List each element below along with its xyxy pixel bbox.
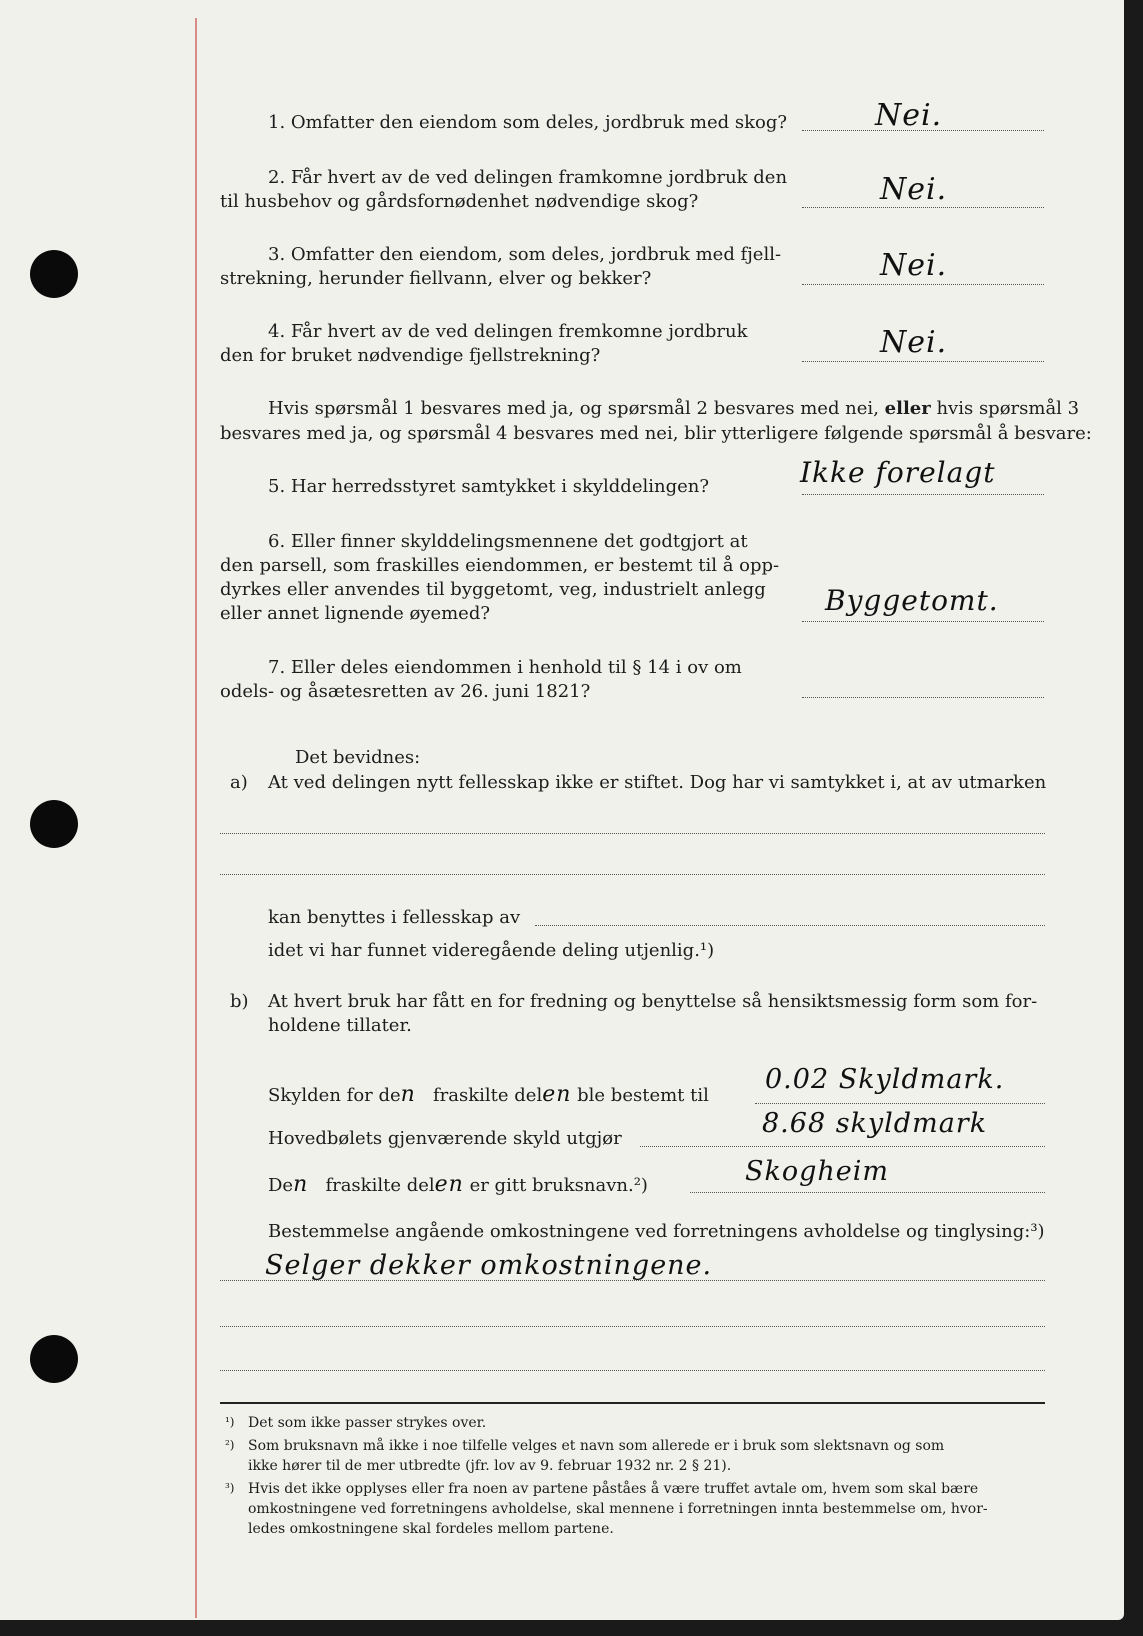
footnote-2-line1: Som bruksnavn må ikke i noe tilfelle velges et navn som allerede er i bruk som slektsnavn og som <box>248 1438 945 1454</box>
attest-a-shared: kan benyttes i fellesskap av <box>268 907 521 928</box>
footnote-3-num: ³) <box>225 1481 235 1495</box>
cost-label: Bestemmelse angående omkostningene ved forretningens avholdelse og tinglysing:³) <box>268 1221 1045 1242</box>
footnote-3-line1: Hvis det ikke opplyses eller fra noen av partene påståes å være truffet avtale om, hvem som skal bære <box>248 1481 979 1497</box>
punch-hole-bottom <box>30 1335 78 1383</box>
answer-6-handwritten: Byggetomt. <box>825 584 999 617</box>
skyld-line-1 <box>268 1083 709 1108</box>
question-1: 1. Omfatter den eiendom som deles, jordbruk med skog? <box>268 112 787 133</box>
intro-bold-eller: eller <box>884 398 931 419</box>
answer-line-2[interactable] <box>802 207 1044 208</box>
question-6-line4: eller annet lignende øyemed? <box>220 603 490 624</box>
attest-a-reason: idet vi har funnet videregående deling utjenlig.¹) <box>268 940 715 961</box>
cost-answer-line-3[interactable] <box>220 1370 1045 1371</box>
punch-hole-top <box>30 250 78 298</box>
answer-5-handwritten: Ikke forelagt <box>800 456 996 489</box>
attest-heading: Det bevidnes: <box>295 747 421 768</box>
attest-b-label: b) <box>230 991 249 1012</box>
intro-text-b: hvis spørsmål 3 <box>936 398 1080 419</box>
attest-a-shared-line[interactable] <box>535 925 1045 926</box>
skyld-answer-3-handwritten: Skogheim <box>745 1156 890 1187</box>
intro-text-a: Hvis spørsmål 1 besvares med ja, og spørsmål 2 besvares med nei, <box>268 398 879 419</box>
question-6-line2: den parsell, som fraskilles eiendommen, er bestemt til å opp- <box>220 555 780 576</box>
question-2-line2: til husbehov og gårdsfornødenhet nødvendige skog? <box>220 191 699 212</box>
footnote-2-num: ²) <box>225 1438 235 1452</box>
question-6-line1: 6. Eller finner skylddelingsmennene det godtgjort at <box>268 531 748 552</box>
skyld3-hw-en: en <box>434 1172 464 1197</box>
answer-1-handwritten: Nei. <box>875 98 943 133</box>
skyld-hw-en: en <box>542 1082 572 1107</box>
skyld-answer-line-2[interactable] <box>640 1146 1045 1147</box>
question-4-line1: 4. Får hvert av de ved delingen fremkomne jordbruk <box>268 321 748 342</box>
footnote-2-line2: ikke hører til de mer utbredte (jfr. lov av 9. februar 1932 nr. 2 § 21). <box>248 1458 732 1474</box>
attest-b-line2: holdene tillater. <box>268 1015 412 1036</box>
cost-answer-line-1[interactable] <box>220 1280 1045 1281</box>
skyld-answer-line-1[interactable] <box>755 1103 1045 1104</box>
cost-answer-line-2[interactable] <box>220 1326 1045 1327</box>
attest-a-blank-line-2[interactable] <box>220 874 1045 875</box>
punch-hole-middle <box>30 800 78 848</box>
skyld3-text-c: er gitt bruksnavn.²) <box>469 1175 648 1196</box>
skyld3-text-a: De <box>268 1175 294 1196</box>
question-7-line2: odels- og åsætesretten av 26. juni 1821? <box>220 681 591 702</box>
skyld-text-a: Skylden for de <box>268 1085 401 1106</box>
attest-a-blank-line-1[interactable] <box>220 833 1045 834</box>
skyld-text-b: fraskilte del <box>433 1085 543 1106</box>
answer-line-7[interactable] <box>802 697 1044 698</box>
conditional-intro-line2: besvares med ja, og spørsmål 4 besvares med nei, blir ytterligere følgende spørsmål å besvare: <box>220 423 1092 444</box>
attest-a-text: At ved delingen nytt fellesskap ikke er stiftet. Dog har vi samtykket i, at av utmarken <box>268 772 1047 793</box>
answer-line-6[interactable] <box>802 621 1044 622</box>
skyld-text-c: ble bestemt til <box>577 1085 709 1106</box>
question-6-line3: dyrkes eller anvendes til byggetomt, veg, industrielt anlegg <box>220 579 766 600</box>
skyld-answer-line-3[interactable] <box>690 1192 1045 1193</box>
answer-line-5[interactable] <box>802 494 1044 495</box>
answer-2-handwritten: Nei. <box>880 172 948 207</box>
skyld3-hw-n: n <box>293 1172 309 1197</box>
skyld3-text-b: fraskilte del <box>325 1175 435 1196</box>
question-7-line1: 7. Eller deles eiendommen i henhold til § 14 i ov om <box>268 657 742 678</box>
skyld-hw-n: n <box>400 1082 416 1107</box>
question-3-line2: strekning, herunder fiellvann, elver og bekker? <box>220 268 652 289</box>
footnote-1-num: ¹) <box>225 1415 235 1429</box>
question-5: 5. Har herredsstyret samtykket i skylddelingen? <box>268 476 709 497</box>
cost-answer-handwritten: Selger dekker omkostningene. <box>265 1250 713 1281</box>
answer-line-4[interactable] <box>802 361 1044 362</box>
footnote-1-text: Det som ikke passer strykes over. <box>248 1415 487 1431</box>
footnote-3-line3: ledes omkostningene skal fordeles mellom partene. <box>248 1521 614 1537</box>
answer-line-3[interactable] <box>802 284 1044 285</box>
skyld-answer-1-handwritten: 0.02 Skyldmark. <box>765 1064 1005 1095</box>
question-3-line1: 3. Omfatter den eiendom, som deles, jordbruk med fjell- <box>268 244 782 265</box>
answer-4-handwritten: Nei. <box>880 325 948 360</box>
red-margin-line <box>195 18 197 1618</box>
attest-a-label: a) <box>230 772 248 793</box>
conditional-intro-line1 <box>268 397 1079 421</box>
attest-b-line1: At hvert bruk har fått en for fredning og benyttelse så hensiktsmessig form som for- <box>268 991 1038 1012</box>
footnote-rule <box>220 1402 1045 1404</box>
skyld-line-3 <box>268 1173 648 1198</box>
question-4-line2: den for bruket nødvendige fjellstrekning? <box>220 345 601 366</box>
answer-3-handwritten: Nei. <box>880 248 948 283</box>
question-2-line1: 2. Får hvert av de ved delingen framkomne jordbruk den <box>268 167 788 188</box>
footnote-3-line2: omkostningene ved forretningens avholdelse, skal mennene i forretningen innta bestemmelse om, hvor- <box>248 1501 988 1517</box>
skyld-answer-2-handwritten: 8.68 skyldmark <box>762 1108 988 1139</box>
skyld-line-2: Hovedbølets gjenværende skyld utgjør <box>268 1128 622 1149</box>
